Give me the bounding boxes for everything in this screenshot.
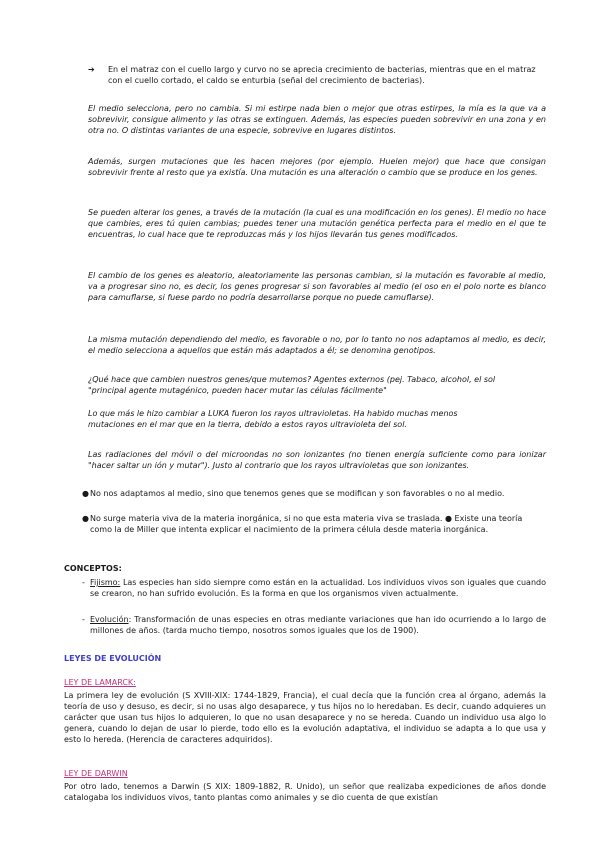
lamarck-paragraph: La primera ley de evolución (S XVIII-XIX: 1744-1829, Francia), el cual decía que la función crea al órgano, además la teoría de uso y desuso, es decir, si no usas algo desaparece, y tus hijos no lo heredaban. Es decir, cuando adquieres un carácter que usan tus hijos lo adquieren, lo que no usan desaparece y no se hereda. Cuando un individuo usa algo lo genera, cuando lo dejan de usar lo pierde, todo ello es la evolución adaptativa, el individuo se adapta a lo que usa y esto lo hereda. (Herencia de caracteres adquiridos). [64,691,546,744]
darwin-heading: LEY DE DARWIN [64,769,128,778]
paragraph-same-mutation: La misma mutación dependiendo del medio, es favorable o no, por lo tanto no nos adaptamos al medio, es decir, el medio selecciona a aquellos que están más adaptados a él; se denomina genotipos. [88,335,546,355]
bullet-text: No surge materia viva de la materia inorgánica, si no que esta materia viva se traslada. ● Existe una teoría como la de Miller que intenta explicar el nacimiento de la primera célula desde materia inorgánica. [90,514,523,534]
paragraph-external-agents: ¿Qué hace que cambien nuestros genes/que mutemos? Agentes externos (pej. Tabaco, alcohol, el sol "principal agente mutagénico, pueden hacer mutar las células fácilmente" [88,375,496,395]
paragraph-radiation: Las radiaciones del móvil o del microondas no son ionizantes (no tienen energía suficiente como para ionizar "hacer saltar un ión y mutar"). Justo al contrario que los rayos ultravioletas que son ionizantes. [88,450,546,470]
arrow-list-item [88,64,550,86]
bullet-item-inorganic [82,513,534,535]
bullet-item-adaptation [82,488,522,499]
bullet-icon: ● [82,489,89,498]
paragraph-random-change: El cambio de los genes es aleatorio, aleatoriamente las personas cambian, si la mutación es favorable al medio, va a progresar sino no, es decir, los genes progresar si son favorables al medio (el oso en el polo norte es blanco para camuflarse, si fuese pardo no podría desarrollarse porque no puede camuflarse). [88,271,546,302]
paragraph-luka: Lo que más le hizo cambiar a LUKA fueron los rayos ultravioletas. Ha habido muchas menos mutaciones en el mar que en la tierra, debido a estos rayos ultravioleta del sol. [88,409,458,429]
concept-term: Evolución [90,615,129,624]
arrow-item-text: En el matraz con el cuello largo y curvo no se aprecia crecimiento de bacterias, mientras que en el matraz con el cuello cortado, el caldo se enturbia (señal del crecimiento de bacterias). [108,65,536,85]
concept-item-fijismo [82,577,546,599]
concept-definition: Las especies han sido siempre como están en la actualidad. Los individuos vivos son iguales que cuando se crearon, no han sufrido evolución. Es la forma en que los organismos viven actualmente. [90,578,546,598]
paragraph-mutations: Además, surgen mutaciones que les hacen mejores (por ejemplo. Huelen mejor) que hace que consigan sobrevivir frente al resto que ya existía. Una mutación es una alteración o cambio que se produce en los genes. [88,157,546,177]
leyes-heading: LEYES DE EVOLUCIÓN [64,654,162,663]
concept-definition: : Transformación de unas especies en otras mediante variaciones que han ido ocurriendo a lo largo de millones de años. (tarda mucho tiempo, nosotros somos iguales que los de 1900). [90,615,546,635]
concept-item-evolucion [82,614,546,636]
concepts-heading: CONCEPTOS: [64,564,122,573]
darwin-paragraph: Por otro lado, tenemos a Darwin (S XIX: 1809-1882, R. Unido), un señor que realizaba expediciones de años donde catalogaba los individuos vivos, tanto plantas como animales y se dio cuenta de que existían [64,782,546,802]
bullet-icon: ● [82,514,89,523]
concept-term: Fijismo: [90,578,121,587]
dash-marker: - [82,615,85,624]
paragraph-alter-genes: Se pueden alterar los genes, a través de la mutación (la cual es una modificación en los genes). El medio no hace que cambies, eres tú quien cambias; puedes tener una mutación genética perfecta para el medio en el que te encuentras, lo cual hace que te reproduzcas más y los hijos llevarán tus genes modificados. [88,208,546,239]
dash-marker: - [82,578,85,587]
lamarck-heading: LEY DE LAMARCK: [64,678,136,687]
paragraph-selection: El medio selecciona, pero no cambia. Si mi estirpe nada bien o mejor que otras estirpes, la mía es la que va a sobrevivir, consigue alimento y las otras se extinguen. Además, las especies pueden sobrevivir en una zona y en otra no. O distintas variantes de una especie, sobrevive en lugares distintos. [88,104,546,135]
bullet-text: No nos adaptamos al medio, sino que tenemos genes que se modifican y son favorables o no al medio. [90,489,505,498]
arrow-icon: ➔ [88,65,95,74]
